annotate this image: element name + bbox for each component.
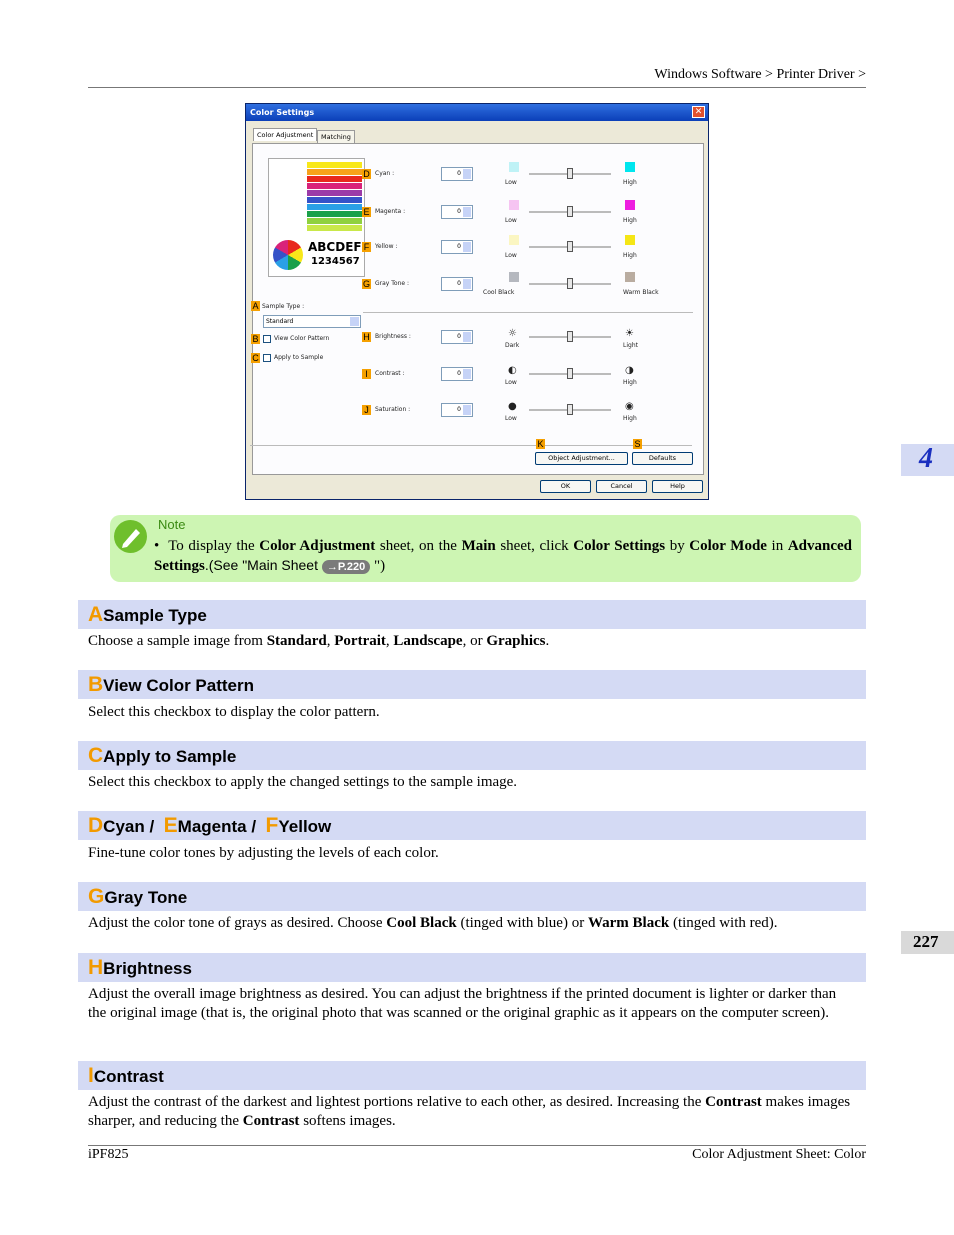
high-color-swatch [625,272,635,282]
paragraph-gray-tone: Adjust the color tone of grays as desired. Choose Cool Black (tinged with blue) or Warm Black (tinged with red). [88,915,778,931]
defaults-button[interactable]: Defaults [632,452,693,465]
pencil-lime [307,218,362,224]
note-box [110,515,861,582]
adjust-slider-thumb[interactable] [567,404,573,415]
pencil-purple [307,190,362,196]
chapter-number: 4 [919,443,933,474]
section-apply-to-sample: CApply to Sample [78,741,866,770]
saturation-low-icon: ● [508,401,517,412]
note-text: • To display the Color Adjustment sheet, on the Main sheet, click Color Settings by Color Mode in Advanced Settings.(See "Main Sheet →P.220 ") [154,538,853,574]
high-label: High [623,379,637,386]
color-settings-dialog [245,103,709,500]
header-rule [88,87,866,88]
contrast-low-icon: ◐ [508,365,517,376]
pencil-sky [307,204,362,210]
spinner-arrows-icon [463,207,471,217]
note-title: Note [158,517,186,532]
low-label: Dark [505,342,520,349]
breadcrumb: Windows Software > Printer Driver > [654,67,866,82]
section-cyan-magenta-yellow: DCyan / EMagenta / FYellow [78,811,866,840]
high-label: High [623,415,637,422]
pencil-blue [307,197,362,203]
close-icon[interactable]: ✕ [692,106,705,118]
low-color-swatch [509,272,519,282]
tab-color-adjustment[interactable]: Color Adjustment [253,128,317,141]
pencil-orange [307,169,362,175]
adjust-label: Brightness : [375,333,411,340]
paragraph-sample-type: Choose a sample image from Standard, Portrait, Landscape, or Graphics. [88,633,550,649]
adjust-value-spinner[interactable]: 0 [441,403,473,417]
page-number-tab [901,931,954,954]
low-label: Low [505,415,517,422]
section-title: Sample Type [103,606,207,625]
adjust-slider-thumb[interactable] [567,331,573,342]
dialog-title: Color Settings [250,108,315,117]
chapter-tab [901,444,954,476]
adjust-value-spinner[interactable]: 0 [441,167,473,181]
high-label: Light [623,342,638,349]
view-color-pattern-label: View Color Pattern [274,335,330,342]
pencil-yellow [307,162,362,168]
section-title: Gray Tone [104,888,188,907]
callout-a: A [252,301,259,311]
adjust-label: Gray Tone : [375,280,409,287]
section-brightness: HBrightness [78,953,866,982]
saturation-high-icon: ◉ [625,401,634,412]
paragraph-brightness: Adjust the overall image brightness as desired. You can adjust the brightness if the printed document is lighter or darker than the original image (that is, the original photo that was scanned or the original graphic as it appears on the computer screen). [88,986,837,1021]
adjust-value-spinner[interactable]: 0 [441,277,473,291]
apply-to-sample-checkbox[interactable] [263,354,271,362]
panel-divider [363,312,693,313]
sun-bright-icon: ☀ [625,328,634,339]
low-label: Low [505,252,517,259]
callout-k: K [537,439,544,449]
spinner-arrows-icon [463,279,471,289]
callout-e: E [363,207,370,217]
spinner-arrows-icon [463,242,471,252]
callout-s: S [634,439,641,449]
pencil-green [307,211,362,217]
adjust-slider-thumb[interactable] [567,206,573,217]
color-adjustment-panel [252,143,704,475]
section-gray-tone: GGray Tone [78,882,866,911]
low-color-swatch [509,200,519,210]
adjust-label: Cyan : [375,170,395,177]
high-label: High [623,252,637,259]
paragraph-contrast: Adjust the contrast of the darkest and lightest portions relative to each other, as desired. Increasing the Contrast makes images sharper, and reducing the Contrast softens images. [88,1094,851,1129]
sample-preview-image [268,158,365,277]
high-label: High [623,217,637,224]
sample-type-label: Sample Type : [262,303,305,310]
sun-dim-icon: ☼ [508,328,517,339]
tab-matching[interactable]: Matching [317,130,355,143]
callout-b: B [252,334,259,344]
spinner-arrows-icon [463,169,471,179]
section-sample-type: ASample Type [78,600,866,629]
help-button[interactable]: Help [652,480,703,493]
paragraph-view-color-pattern: Select this checkbox to display the color pattern. [88,704,380,720]
apply-to-sample-label: Apply to Sample [274,354,324,361]
high-color-swatch [625,200,635,210]
color-wheel-icon [273,240,303,270]
section-view-color-pattern: BView Color Pattern [78,670,866,699]
callout-g: G [362,279,370,289]
spinner-arrows-icon [463,332,471,342]
adjust-label: Saturation : [375,406,411,413]
adjust-label: Contrast : [375,370,405,377]
paragraph-apply-to-sample: Select this checkbox to apply the changed settings to the sample image. [88,774,518,790]
low-label: Low [505,217,517,224]
high-color-swatch [625,235,635,245]
low-label: Low [505,379,517,386]
sample-type-select[interactable] [263,315,361,328]
adjust-value-spinner[interactable]: 0 [441,205,473,219]
adjust-value-spinner[interactable]: 0 [441,240,473,254]
section-title: Brightness [103,959,192,978]
footer-rule [88,1145,866,1146]
sample-type-value: Standard [266,318,294,325]
adjust-slider-thumb[interactable] [567,368,573,379]
adjust-slider-thumb[interactable] [567,168,573,179]
pencil-yellowgreen [307,225,362,231]
high-label: High [623,179,637,186]
spinner-arrows-icon [463,405,471,415]
high-color-swatch [625,162,635,172]
adjust-label: Yellow : [375,243,398,250]
low-label: Cool Black [483,289,515,296]
view-color-pattern-checkbox[interactable] [263,335,271,343]
adjust-slider-thumb[interactable] [567,278,573,289]
low-color-swatch [509,162,519,172]
preview-letters: ABCDEF [308,240,362,254]
panel-divider-bottom [250,445,692,446]
high-label: Warm Black [623,289,659,296]
footer-section-title: Color Adjustment Sheet: Color [692,1147,866,1162]
page-reference-link[interactable]: →P.220 [322,560,370,574]
callout-c: C [252,353,259,363]
contrast-high-icon: ◑ [625,365,634,376]
section-title: Apply to Sample [103,747,237,766]
adjust-value-spinner[interactable]: 0 [441,330,473,344]
object-adjustment-button[interactable]: Object Adjustment... [535,452,628,465]
adjust-value-spinner[interactable]: 0 [441,367,473,381]
pencil-note-icon [114,520,147,553]
callout-d: D [363,169,370,179]
paragraph-cyan-magenta-yellow: Fine-tune color tones by adjusting the levels of each color. [88,845,439,861]
section-title: Contrast [93,1067,164,1086]
cancel-button[interactable]: Cancel [596,480,647,493]
callout-j: J [362,405,371,415]
pencil-red [307,176,362,182]
footer-model: iPF825 [88,1147,129,1162]
callout-h: H [363,332,370,342]
pencil-magenta [307,183,362,189]
low-color-swatch [509,235,519,245]
section-contrast: IContrast [78,1061,866,1090]
spinner-arrows-icon [463,369,471,379]
section-title: View Color Pattern [103,676,255,695]
ok-button[interactable]: OK [540,480,591,493]
low-label: Low [505,179,517,186]
callout-f: F [363,242,370,252]
page-number: 227 [913,932,939,951]
callout-i: I [362,369,371,379]
chevron-down-icon [350,317,359,326]
adjust-label: Magenta : [375,208,406,215]
dialog-title-bar [246,104,708,121]
adjust-slider-thumb[interactable] [567,241,573,252]
preview-numbers: 1234567 [311,256,360,267]
